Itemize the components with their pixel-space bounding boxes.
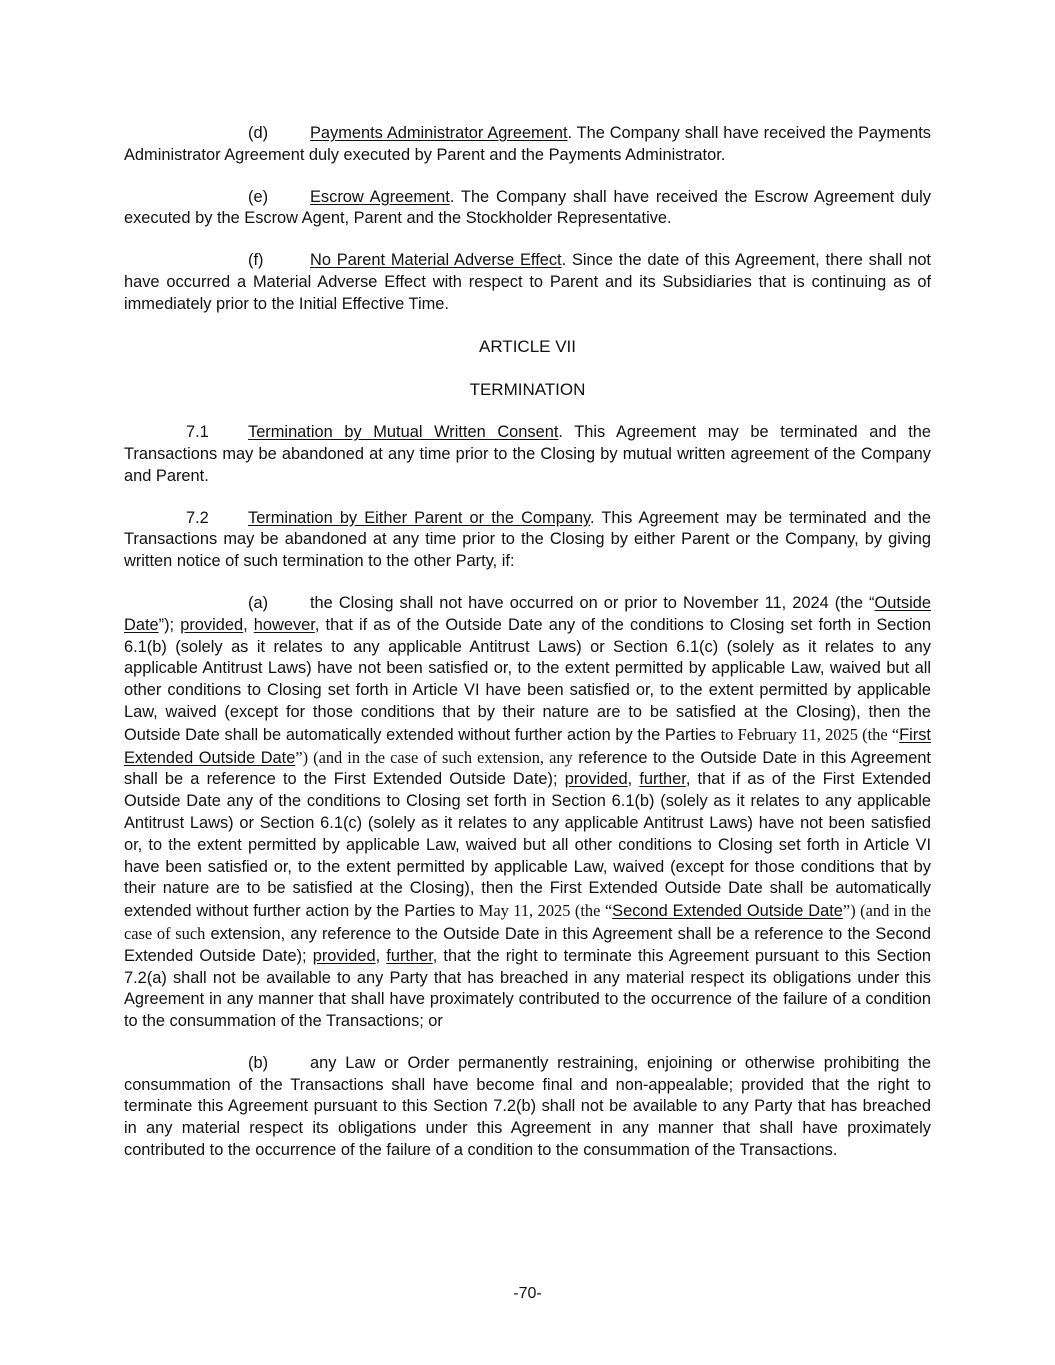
paragraph-e-text: . The Company shall have received the Escrow Agreement duly executed by the Escrow Agent, Parent and the Stockholder Representative. xyxy=(124,187,932,228)
defined-term-first-extended-outside-date: First Extended Outside Date xyxy=(124,725,931,767)
article-title: TERMINATION xyxy=(469,380,586,400)
however-term: however xyxy=(253,615,315,634)
section-7-1 xyxy=(124,422,931,487)
clause-a-text-12: extension, any reference to the Outside Date in this Agreement shall be a reference to the Second Extended Outside Date); xyxy=(124,924,931,965)
clause-a-text-14: , that the right to terminate this Agreement pursuant to this Section 7.2(a) shall not be available to any Party that has breached in any material respect its obligations under this Agreement in any manner that shall have proximately contributed to the occurrence of the failure of a condition to the consummation of the Transactions; or xyxy=(124,946,931,1031)
clause-a-text-6: ”) (and in the case of such extension, any xyxy=(295,747,573,767)
section-7-1-text: . This Agreement may be terminated and the Transactions may be abandoned at any time prior to the Closing by mutual written agreement of the Company and Parent. xyxy=(124,423,932,485)
clause-a-label: (a) xyxy=(248,593,269,612)
provided-term-3: provided xyxy=(312,946,376,965)
provided-term-1: provided xyxy=(180,615,244,634)
clause-a-text-8: , xyxy=(627,770,640,789)
clause-a-text-13: , xyxy=(375,946,387,965)
paragraph-f-label: (f) xyxy=(248,251,264,270)
clause-a-text-9: , that if as of the First Extended Outside Date any of the conditions to Closing set forth in Section 6.1(b) (solely as it relates to any applicable Antitrust Laws) or Section 6.1(c) (solely as it relates to any applicable Antitrust Laws) have not been satisfied or, to the extent permitted by applicable Law, waived but all other conditions to Closing set forth in Article VI have been satisfied or, to the extent permitted by applicable Law, waived (except for those conditions that by their nature are to be satisfied at the Closing), then the First Extended Outside Date shall be automatically extended without further action by the Parties to xyxy=(124,770,931,921)
paragraph-f xyxy=(124,250,931,315)
further-term-1: further xyxy=(639,770,686,789)
paragraph-e-label: (e) xyxy=(248,187,269,206)
paragraph-f-title: No Parent Material Adverse Effect xyxy=(310,251,562,270)
defined-term-second-extended-outside-date: Second Extended Outside Date xyxy=(612,902,843,921)
clause-a-text-7: reference to the Outside Date in this Agreement shall be a reference to the First Extended Outside Date); xyxy=(124,748,931,789)
section-7-2-text: . This Agreement may be terminated and the Transactions may be abandoned at any time prior to the Closing by either Parent or the Company, by giving written notice of such termination to the other Party, if: xyxy=(124,508,931,571)
clause-b-label: (b) xyxy=(248,1053,269,1072)
clause-a-text-4: , that if as of the Outside Date any of the conditions to Closing set forth in Section 6.1(b) (solely as it relates to any applicable Antitrust Laws) or Section 6.1(c) (solely as it relates to any applicable Antitrust Laws) have not been satisfied or, to the extent permitted by applicable Law, waived but all other conditions to Closing set forth in Article VI have been satisfied or, to the extent permitted by applicable Law, waived (except for those conditions that by their nature are to be satisfied at the Closing), then the Outside Date shall be automatically extended without further action by the Parties xyxy=(124,615,931,744)
document-page xyxy=(124,123,931,1182)
section-7-1-title: Termination by Mutual Written Consent xyxy=(248,423,559,442)
clause-a-text-10: May 11, 2025 (the “ xyxy=(478,901,613,921)
paragraph-d-text: . The Company shall have received the Payments Administrator Agreement duly executed by Parent and the Payments Administrator. xyxy=(124,124,932,164)
provided-term-2: provided xyxy=(564,770,628,789)
further-term-2: further xyxy=(386,946,433,965)
defined-term-outside-date: Outside Date xyxy=(124,593,931,634)
clause-b-text: any Law or Order permanently restraining, enjoining or otherwise prohibiting the consummation of the Transactions shall have become final and non-appealable; provided that the right to terminate this Agreement pursuant to this Section 7.2(b) shall not be available to any Party that has breached in any material respect its obligations under this Agreement in any manner that shall have proximately contributed to the occurrence of the failure of a condition to the consummation of the Transactions. xyxy=(124,1053,931,1160)
section-7-2-label: 7.2 xyxy=(186,508,209,527)
paragraph-f-text: . Since the date of this Agreement, there shall not have occurred a Material Adverse Effect with respect to Parent and its Subsidiaries that is continuing as of immediately prior to the Initial Effective Time. xyxy=(124,251,931,313)
clause-a-text-2: ”); xyxy=(158,615,181,634)
article-number: ARTICLE VII xyxy=(479,336,576,356)
paragraph-d-label: (d) xyxy=(248,124,269,142)
clause-a-text-1: the Closing shall not have occurred on or prior to November 11, 2024 (the “ xyxy=(310,593,875,612)
paragraph-d xyxy=(124,123,931,167)
clause-a-text-11: ”) (and in the case of such xyxy=(124,901,931,943)
clause-b xyxy=(124,1053,931,1162)
page-number: -70- xyxy=(513,1285,542,1302)
section-7-2-title: Termination by Either Parent or the Company xyxy=(248,508,591,527)
clause-a-text-3: , xyxy=(243,615,254,634)
clause-a xyxy=(124,593,931,1033)
clause-a-text-5: to February 11, 2025 (the “ xyxy=(720,724,900,744)
paragraph-d-title: Payments Administrator Agreement xyxy=(310,124,568,142)
paragraph-e xyxy=(124,187,931,231)
section-7-2 xyxy=(124,508,931,573)
section-7-1-label: 7.1 xyxy=(186,423,209,442)
paragraph-e-title: Escrow Agreement xyxy=(310,187,450,206)
